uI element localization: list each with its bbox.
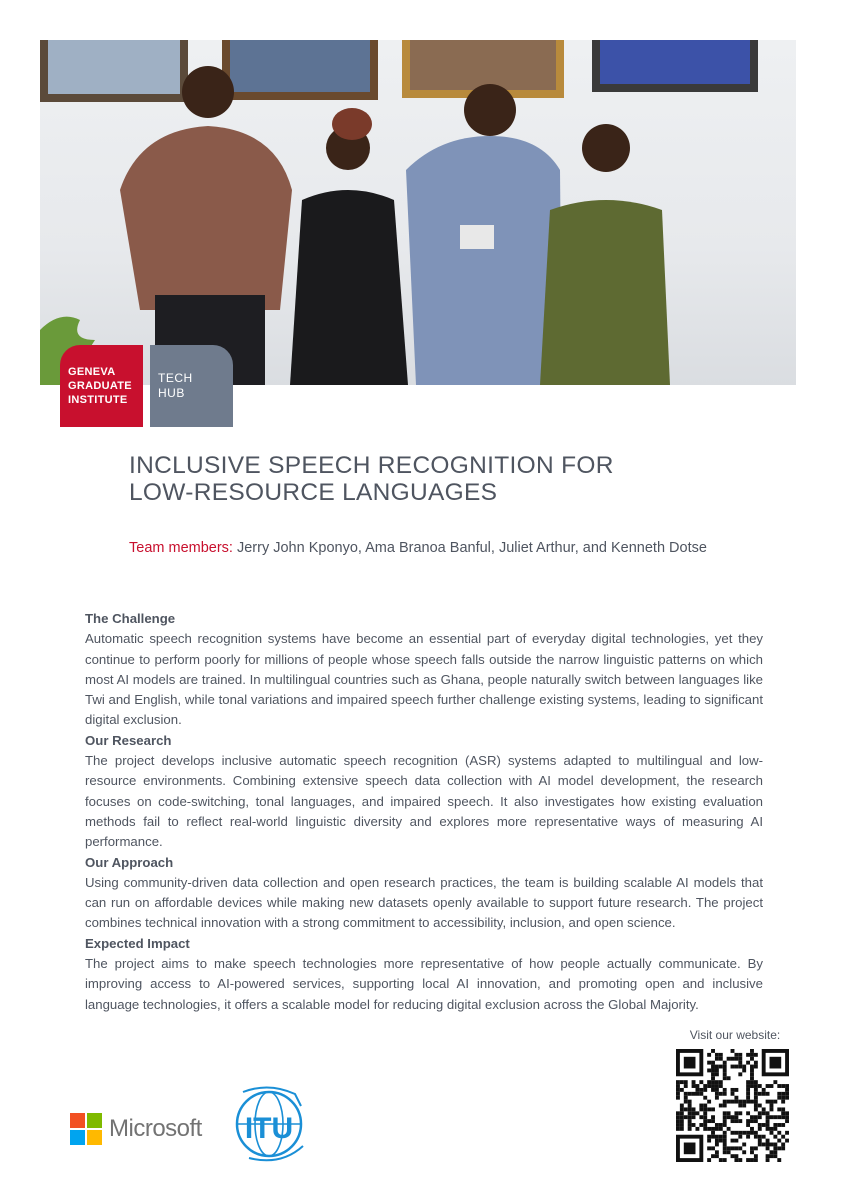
- geneva-graduate-institute-logo: [60, 345, 143, 427]
- title-line: LOW-RESOURCE LANGUAGES: [129, 479, 498, 506]
- section-heading: Expected Impact: [85, 935, 190, 951]
- team-members: [129, 539, 729, 558]
- website-qr-code[interactable]: [676, 1049, 789, 1162]
- section-text: Automatic speech recognition systems have become an essential part of everyday digital technologies, yet they continue to perform poorly for millions of people whose speech falls outside the narrow linguistic patterns on which most AI models are trained. In multilingual countries such as Ghana, people naturally switch between languages like Twi and English, while tonal variations and impaired speech further challenge existing systems, leading to significant digital exclusion.: [85, 631, 763, 728]
- logo-line: TECH: [158, 371, 193, 385]
- team-label: Team members:: [129, 540, 233, 556]
- microsoft-grid-icon: [70, 1113, 102, 1145]
- body-content: [85, 609, 763, 1015]
- page-title: [129, 452, 749, 506]
- section-heading: Our Approach: [85, 854, 174, 870]
- logo-line: HUB: [158, 386, 185, 400]
- section-heading: Our Research: [85, 732, 172, 748]
- team-names: Jerry John Kponyo, Ama Branoa Banful, Juliet Arthur, and Kenneth Dotse: [236, 540, 707, 556]
- hero-photo: [40, 40, 796, 385]
- logo-line: INSTITUTE: [68, 394, 128, 406]
- title-line: INCLUSIVE SPEECH RECOGNITION FOR: [129, 452, 614, 479]
- visit-website-label: Visit our website:: [689, 1028, 781, 1042]
- microsoft-name: Microsoft: [109, 1115, 202, 1142]
- section-text: Using community-driven data collection and open research practices, the team is building scalable AI models that can run on affordable devices while making new datasets openly available to support future research. The project combines technical innovation with a strong commitment to accessibility, inclusion, and open science.: [85, 874, 763, 931]
- section-text: The project aims to make speech technologies more representative of how people actually communicate. By improving access to AI-powered services, supporting local AI innovation, and promoting open and inclusive language technologies, it offers a scalable model for reducing digital exclusion across the Global Majority.: [85, 956, 763, 1012]
- itu-logo: [229, 1080, 313, 1164]
- logo-line: GENEVA: [68, 366, 116, 378]
- team-photo-icon: [40, 40, 796, 385]
- microsoft-logo: [70, 1113, 202, 1145]
- tech-hub-logo: [150, 345, 233, 427]
- section-heading: The Challenge: [85, 611, 176, 626]
- itu-text: ITU: [244, 1112, 294, 1145]
- section-text: The project develops inclusive automatic speech recognition (ASR) systems adapted to multilingual and low-resource environments. Combining extensive speech data collection with AI model development, the research focuses on code-switching, tonal languages, and impaired speech. It also investigates how existing evaluation methods fail to reflect real-world linguistic diversity and explores more representative ways of measuring AI performance.: [85, 753, 763, 850]
- logo-line: GRADUATE: [68, 380, 132, 392]
